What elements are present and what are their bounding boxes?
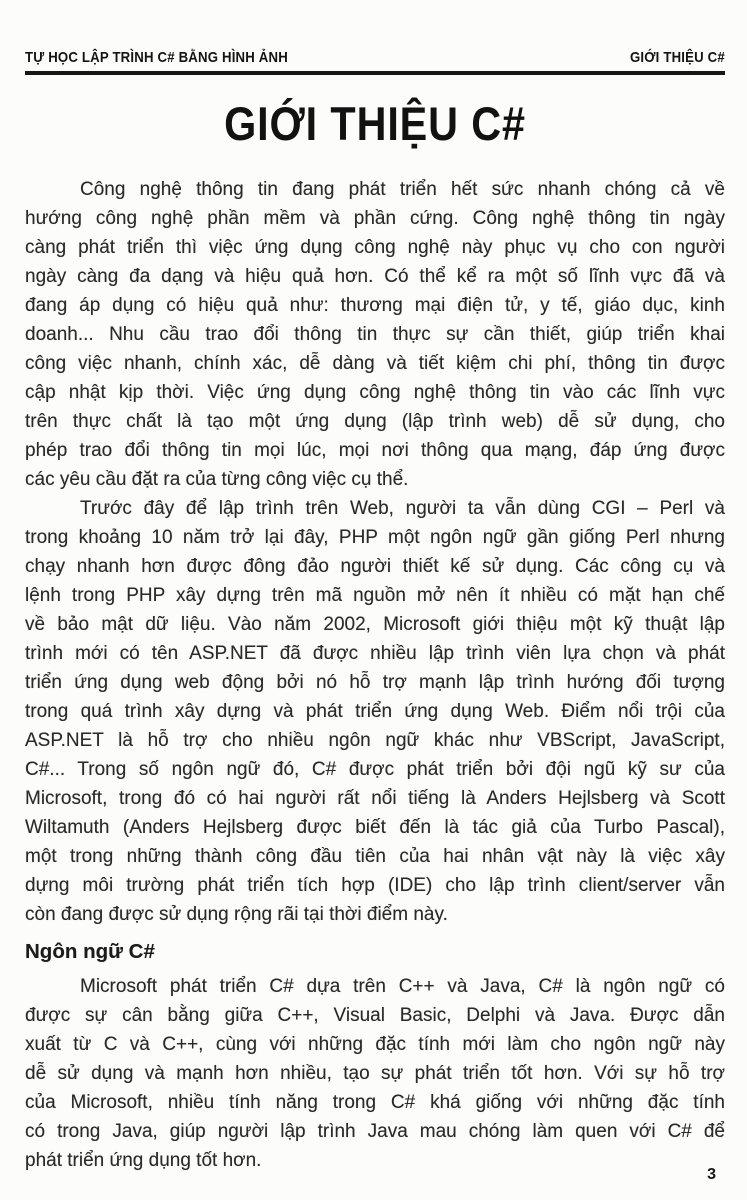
text-line: có trong Java, giúp người lập trình Java mau chóng làm quen với C# để	[25, 1121, 725, 1142]
text-line: Microsoft phát triển C# dựa trên C++ và Java, C# là ngôn ngữ có	[80, 976, 725, 997]
page-content	[25, 175, 725, 1175]
text-line: phép trao đổi thông tin mọi lúc, mọi nơi thông qua mạng, đáp ứng được	[25, 440, 725, 461]
running-header	[25, 48, 725, 66]
text-line: ASP.NET là hỗ trợ cho nhiều ngôn ngữ khác như VBScript, JavaScript,	[25, 730, 725, 751]
text-line: hướng công nghệ phần mềm và phần cứng. Công nghệ thông tin ngày	[25, 208, 725, 229]
text-line: ngày càng đa dạng và hiệu quả hơn. Có thể kể ra một số lĩnh vực đã và	[25, 266, 725, 287]
page-number: 3	[707, 1166, 716, 1183]
paragraph	[25, 972, 725, 1175]
text-line: trong khoảng 10 năm trở lại đây, PHP một ngôn ngữ gần giống Perl nhưng	[25, 527, 725, 548]
section-heading: Ngôn ngữ C#	[25, 940, 155, 963]
header-rule	[25, 71, 725, 75]
text-line: về bảo mật dữ liệu. Vào năm 2002, Microsoft giới thiệu một kỹ thuật lập	[25, 614, 725, 635]
text-line: được sự cân bằng giữa C++, Visual Basic, Delphi và Java. Được dẫn	[25, 1005, 725, 1026]
text-line: các yêu cầu đặt ra của từng công việc cụ thể.	[25, 469, 409, 490]
text-line: trình mới có tên ASP.NET đã được nhiều lập trình viên lựa chọn và phát	[25, 643, 725, 664]
text-line: trên thực chất là tạo một ứng dụng (lập trình web) dễ sử dụng, cho	[25, 411, 725, 432]
text-line: doanh... Nhu cầu trao đổi thông tin thực sự cần thiết, giúp triển khai	[25, 324, 725, 345]
text-line: phát triển ứng dụng tốt hơn.	[25, 1150, 262, 1171]
text-line: càng phát triển thì việc ứng dụng công nghệ này phục vụ cho con người	[25, 237, 725, 258]
text-line: C#... Trong số ngôn ngữ đó, C# được phát triển bởi đội ngũ kỹ sư của	[25, 759, 725, 780]
text-line: lệnh trong PHP xây dựng trên mã nguồn mở nên ít nhiều có mặt hạn chế	[25, 585, 725, 606]
text-line: dễ sử dụng và mạnh hơn nhiều, tạo sự phát triển tốt hơn. Với sự hỗ trợ	[25, 1063, 725, 1084]
running-header-left: TỰ HỌC LẬP TRÌNH C# BẰNG HÌNH ẢNH	[25, 49, 288, 66]
text-line: của Microsoft, nhiều tính năng trong C# khá giống với những đặc tính	[25, 1092, 725, 1113]
text-line: đang áp dụng có hiệu quả như: thương mại điện tử, y tế, giáo dục, kinh	[25, 295, 725, 316]
text-line: cập nhật kịp thời. Việc ứng dụng công nghệ thông tin vào các lĩnh vực	[25, 382, 725, 403]
text-line: Trước đây để lập trình trên Web, người ta vẫn dùng CGI – Perl và	[80, 498, 725, 519]
paragraph	[25, 175, 725, 494]
text-line: trong quá trình xây dựng và phát triển ứng dụng Web. Điểm nổi trội của	[25, 701, 725, 722]
text-line: Công nghệ thông tin đang phát triển hết sức nhanh chóng cả về	[80, 179, 725, 200]
text-line: còn đang được sử dụng rộng rãi tại thời điểm này.	[25, 904, 448, 925]
page-title: GIỚI THIỆU C#	[224, 97, 526, 150]
text-line: chạy nhanh hơn được đông đảo người thiết kế sử dụng. Các công cụ và	[25, 556, 725, 577]
text-line: một trong những thành công đầu tiên của hai nhân vật này là việc xây	[25, 846, 725, 867]
text-line: Microsoft, trong đó có hai người rất nổi tiếng là Anders Hejlsberg và Scott	[25, 788, 725, 809]
text-line: xuất từ C và C++, cùng với những đặc tính mới làm cho ngôn ngữ này	[25, 1034, 725, 1055]
text-line: công việc nhanh, chính xác, dễ dàng và tiết kiệm chi phí, thông tin được	[25, 353, 725, 374]
paragraph	[25, 494, 725, 929]
text-line: dựng môi trường phát triển tích hợp (IDE) cho lập trình client/server vẫn	[25, 875, 725, 896]
text-line: Wiltamuth (Anders Hejlsberg được biết đến là tác giả của Turbo Pascal),	[25, 817, 725, 838]
text-line: triển ứng dụng web động bởi nó hỗ trợ mạnh lập trình hướng đối tượng	[25, 672, 725, 693]
running-header-right: GIỚI THIỆU C#	[630, 49, 725, 66]
